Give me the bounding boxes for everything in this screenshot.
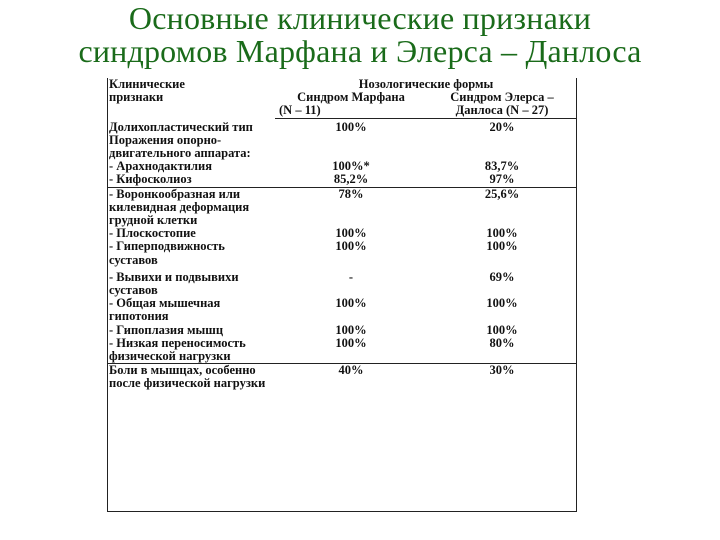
row-label: Боли в мышцах, особенно после физической нагрузки	[107, 364, 275, 391]
row-eds-value: 100%	[486, 322, 518, 337]
table-row	[107, 121, 577, 134]
row-eds-value: 97%	[489, 172, 515, 187]
header-eds-n: Данлоса (N – 27)	[427, 104, 577, 118]
row-marfan-value: 100%	[335, 335, 367, 350]
header-marfan-n: (N – 11)	[275, 104, 427, 118]
row-label: - Плоскостопие	[109, 226, 196, 241]
row-label: - Гипоплазия мышц	[109, 322, 224, 337]
row-label: - Гиперподвижность суставов	[109, 239, 225, 267]
table-row	[107, 173, 577, 187]
row-label: - Кифосколиоз	[109, 172, 192, 187]
row-marfan-value: 100%	[335, 226, 367, 241]
row-marfan-value: -	[348, 269, 354, 284]
header-clinical-signs: Клинические признаки	[109, 77, 185, 105]
row-label: - Низкая переносимость физической нагрузки	[109, 335, 246, 364]
row-label: - Вывихи и подвывихи суставов	[109, 269, 239, 298]
header-eds: Синдром Элерса –	[450, 90, 554, 105]
row-marfan-value: 78%	[275, 187, 427, 227]
row-label: - Общая мышечная гипотония	[109, 296, 221, 324]
row-eds-value: 69%	[489, 269, 515, 284]
row-marfan-value: 100%*	[332, 159, 370, 174]
row-eds-value	[427, 134, 577, 160]
table-row	[107, 134, 577, 160]
row-marfan-value: 100%	[335, 296, 367, 311]
row-marfan-value: 85,2%	[333, 172, 369, 187]
table-row	[107, 187, 577, 227]
comparison-table	[107, 78, 577, 391]
table-row	[107, 271, 577, 297]
row-eds-value: 20%	[489, 119, 515, 134]
row-label: Поражения опорно-двигательного аппарата:	[109, 132, 251, 161]
row-marfan-value: 40%	[275, 364, 427, 391]
table-row	[107, 324, 577, 337]
row-eds-value: 100%	[486, 239, 518, 254]
title-line-2: синдромов Марфана и Элерса – Данлоса	[78, 33, 642, 69]
row-label: - Воронкообразная или килевидная деформация грудной клетки	[107, 187, 275, 227]
header-nosological-forms: Нозологические формы	[358, 77, 494, 91]
row-eds-value: 83,7%	[484, 159, 520, 174]
slide-title	[0, 2, 720, 68]
title-line-1: Основные клинические признаки	[128, 0, 592, 36]
row-marfan-value	[275, 134, 427, 160]
row-marfan-value: 100%	[335, 239, 367, 254]
table-row	[107, 240, 577, 266]
row-marfan-value: 100%	[335, 119, 367, 134]
row-eds-value: 100%	[486, 296, 518, 311]
row-label: Долихопластический тип	[109, 119, 253, 134]
row-eds-value: 30%	[427, 364, 577, 391]
row-eds-value: 100%	[486, 226, 518, 241]
header-marfan: Синдром Марфана	[297, 90, 405, 105]
row-label: - Арахнодактилия	[109, 159, 212, 174]
table-row	[107, 337, 577, 364]
row-eds-value: 80%	[489, 335, 515, 350]
table-row	[107, 364, 577, 391]
row-eds-value: 25,6%	[427, 187, 577, 227]
table-row	[107, 297, 577, 323]
row-marfan-value: 100%	[335, 322, 367, 337]
